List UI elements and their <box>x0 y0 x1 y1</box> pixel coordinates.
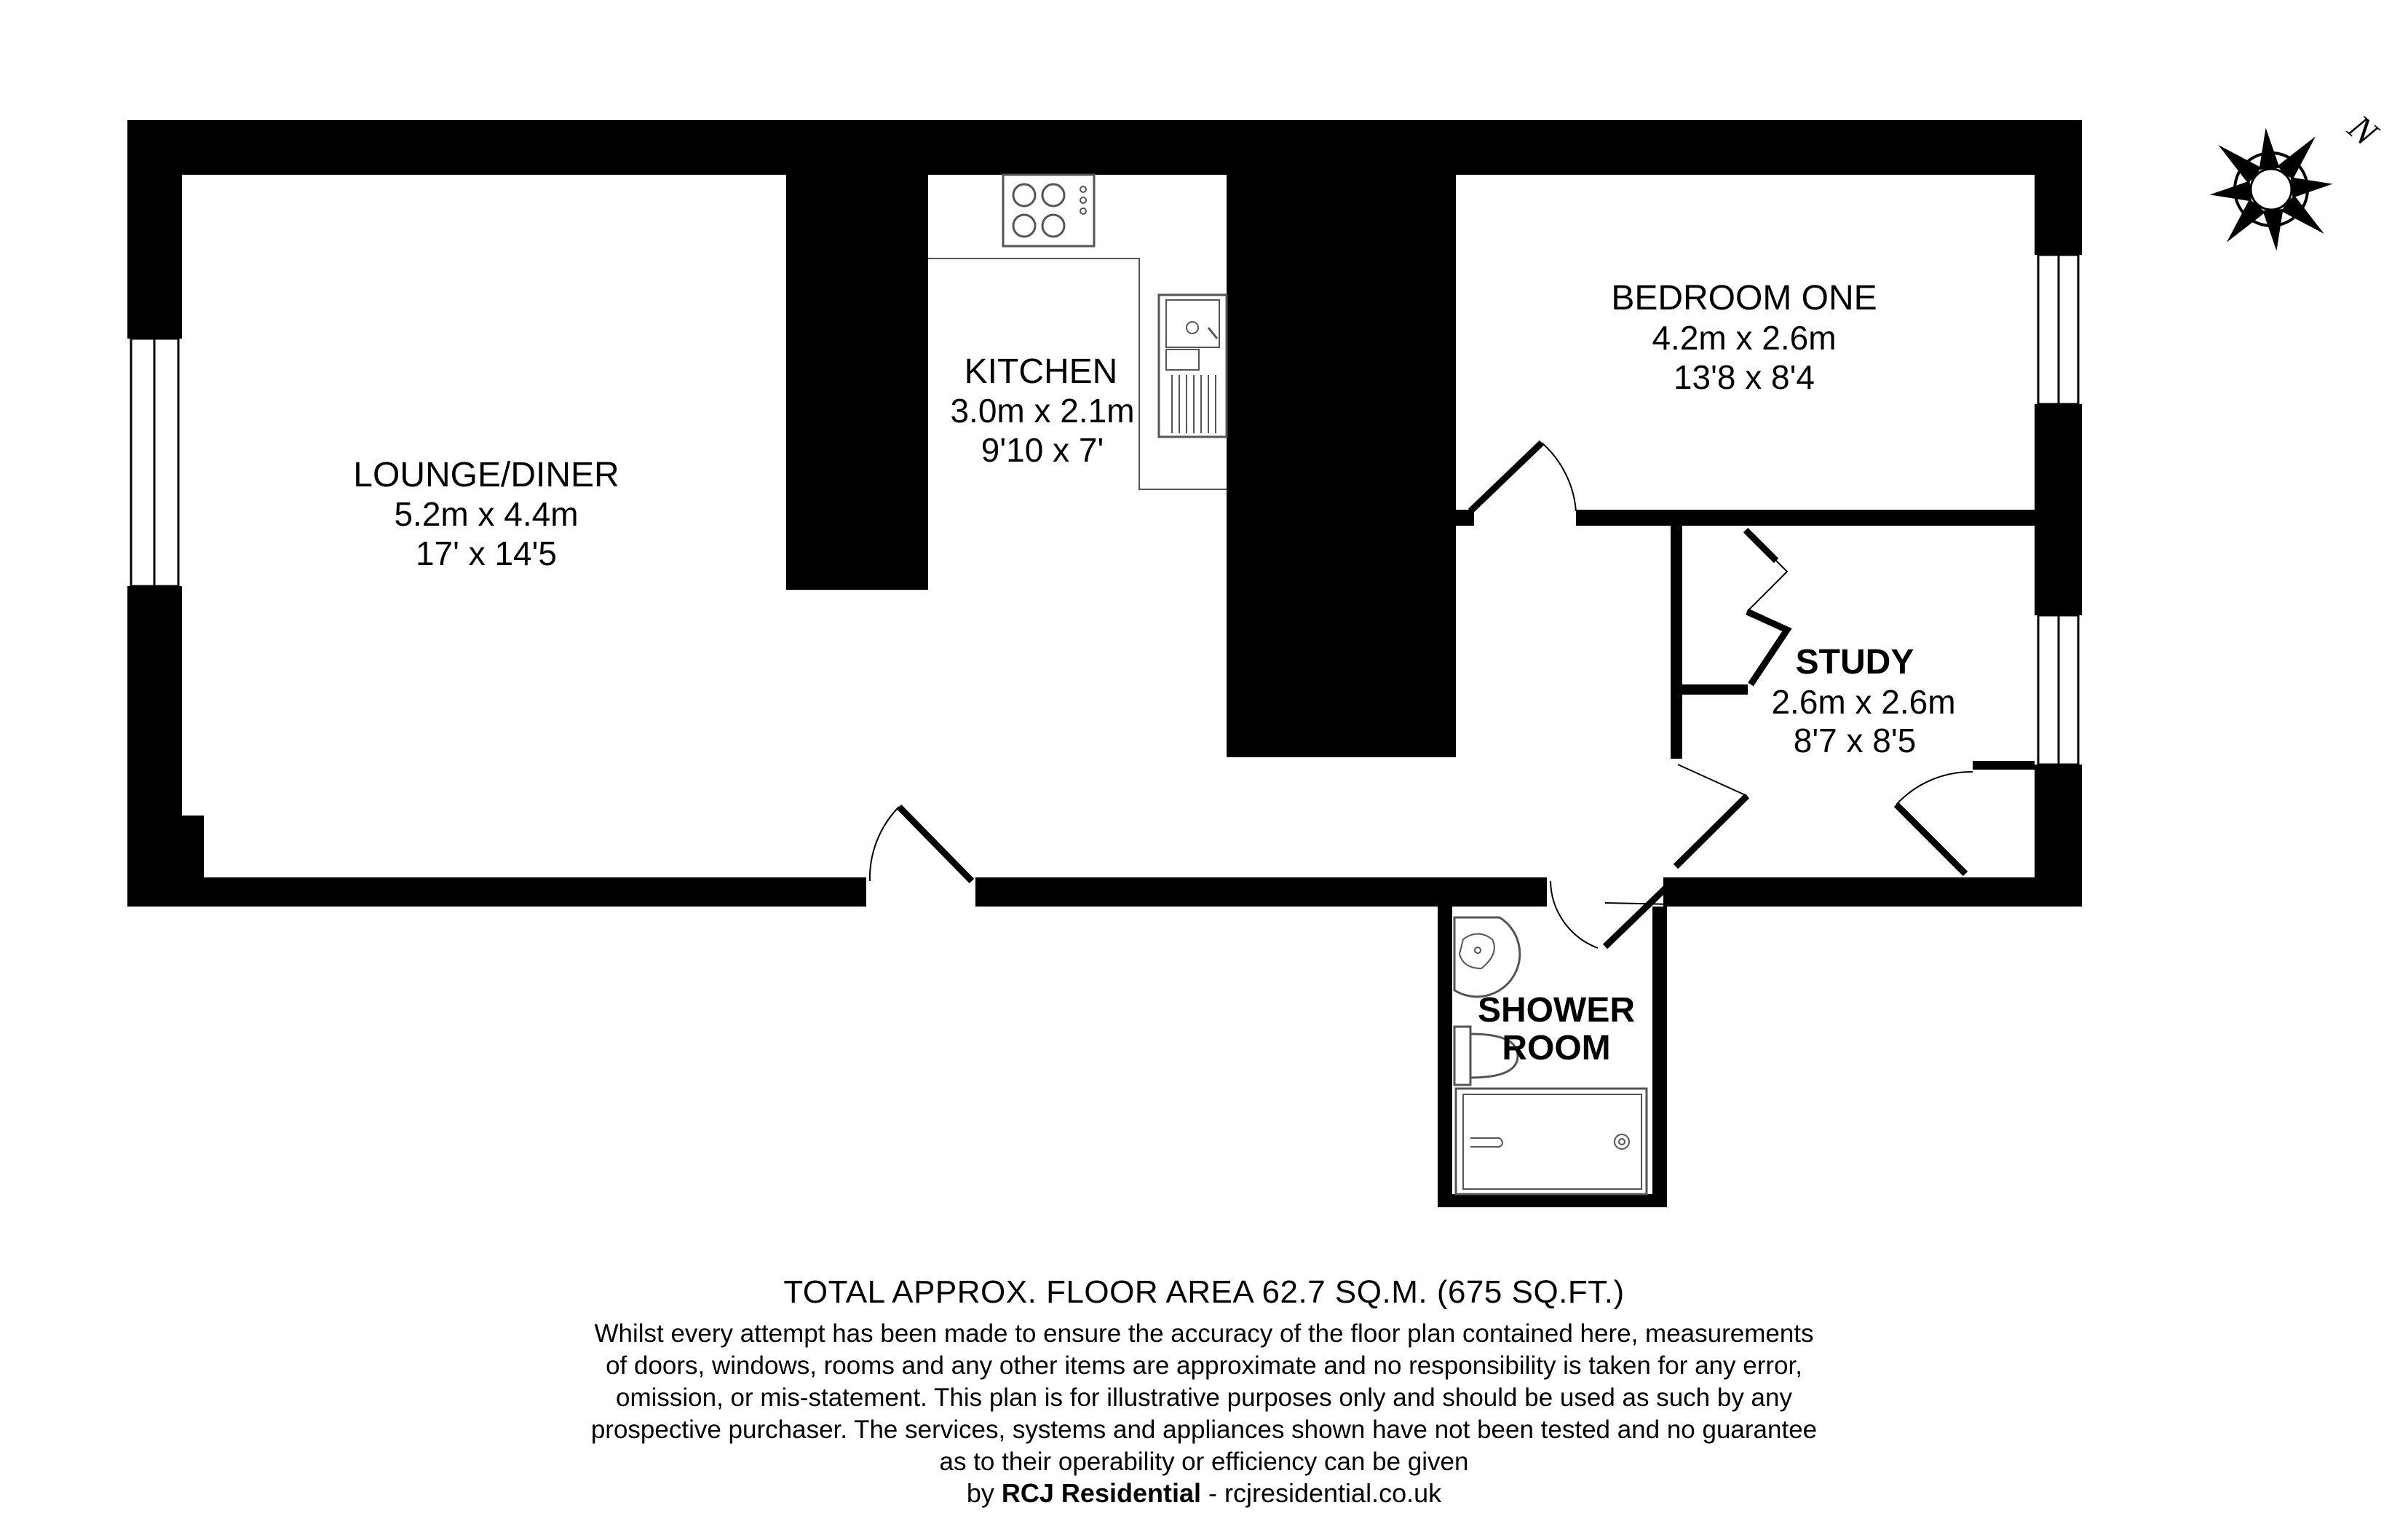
room-kitchen <box>950 352 1134 469</box>
room-name: STUDY <box>1795 643 1914 682</box>
room-shower <box>1478 991 1635 1067</box>
room-dimensions-metric: 4.2m x 2.6m <box>1652 319 1837 357</box>
wall-pillar-lounge <box>786 175 928 590</box>
drainer-icon <box>1172 375 1216 433</box>
room-dimensions-imperial: 8'7 x 8'5 <box>1793 722 1917 759</box>
room-name: KITCHEN <box>964 352 1118 391</box>
wall-bedroom-bottom <box>1576 510 2035 526</box>
wall-right-1 <box>2035 120 2082 255</box>
door-cupboard-bifold <box>1746 530 1787 684</box>
disclaimer <box>0 1318 2408 1478</box>
room-bedroom-one <box>1611 279 1877 396</box>
room-dimensions-metric: 3.0m x 2.1m <box>950 392 1135 430</box>
disclaimer-line: omission, or mis-statement. This plan is for illustrative purposes only and should be used as such by any <box>616 1383 1792 1412</box>
wall-right-2 <box>2035 404 2082 615</box>
wall-shower-bottom <box>1438 1194 1667 1207</box>
door-study-cupboard <box>1896 772 1973 874</box>
credit-company: RCJ Residential <box>1001 1478 1201 1508</box>
wall-chimney <box>1227 175 1456 757</box>
wall-bottom-study <box>1663 877 2082 907</box>
disclaimer-line: Whilst every attempt has been made to ensure the accuracy of the floor plan contained here, measurements <box>594 1319 1814 1348</box>
room-dimensions-metric: 2.6m x 2.6m <box>1771 683 1956 721</box>
wall-cupboard <box>1682 684 1748 695</box>
wall-shower-right <box>1652 907 1667 1205</box>
door-bedroom <box>1470 443 1576 511</box>
sink-icon <box>1159 295 1227 437</box>
room-study <box>1771 643 1955 759</box>
wall-study-stub <box>1973 761 2035 770</box>
wall-top <box>127 120 2082 175</box>
room-dimensions-imperial: 17' x 14'5 <box>415 534 558 572</box>
credit-line <box>0 1478 2408 1509</box>
wall-shower-left <box>1438 907 1452 1205</box>
door-entrance <box>870 807 972 881</box>
credit-website: - rcjresidential.co.uk <box>1208 1478 1442 1508</box>
disclaimer-line: prospective purchaser. The services, systems and appliances shown have not been tested and no guarantee <box>590 1415 1818 1444</box>
compass-north-letter: N <box>2340 106 2386 154</box>
basin-icon <box>1454 917 1520 997</box>
compass-rose-icon <box>2174 92 2369 287</box>
wall-bottom-lounge <box>127 877 866 907</box>
room-name-line2: ROOM <box>1502 1029 1611 1067</box>
room-name-line1: SHOWER <box>1478 991 1635 1030</box>
door-study <box>1676 765 1747 866</box>
room-name: BEDROOM ONE <box>1611 279 1877 317</box>
room-dimensions-imperial: 13'8 x 8'4 <box>1673 358 1815 396</box>
shower-tray-icon <box>1456 1089 1647 1194</box>
room-lounge <box>353 456 619 572</box>
disclaimer-line: of doors, windows, rooms and any other items are approximate and no responsibility is taken for any error, <box>606 1351 1802 1380</box>
room-dimensions-metric: 5.2m x 4.4m <box>394 495 579 533</box>
disclaimer-line: as to their operability or efficiency can be given <box>939 1448 1469 1476</box>
wall-study-left <box>1671 526 1682 759</box>
room-dimensions-imperial: 9'10 x 7' <box>981 431 1104 469</box>
wall-shower-top-left <box>1438 877 1547 907</box>
wall-left-upper <box>127 120 182 339</box>
room-name: LOUNGE/DINER <box>353 456 619 494</box>
total-floor-area: TOTAL APPROX. FLOOR AREA 62.7 SQ.M. (675 SQ.FT.) <box>783 1274 1625 1310</box>
credit-by: by <box>966 1478 994 1508</box>
